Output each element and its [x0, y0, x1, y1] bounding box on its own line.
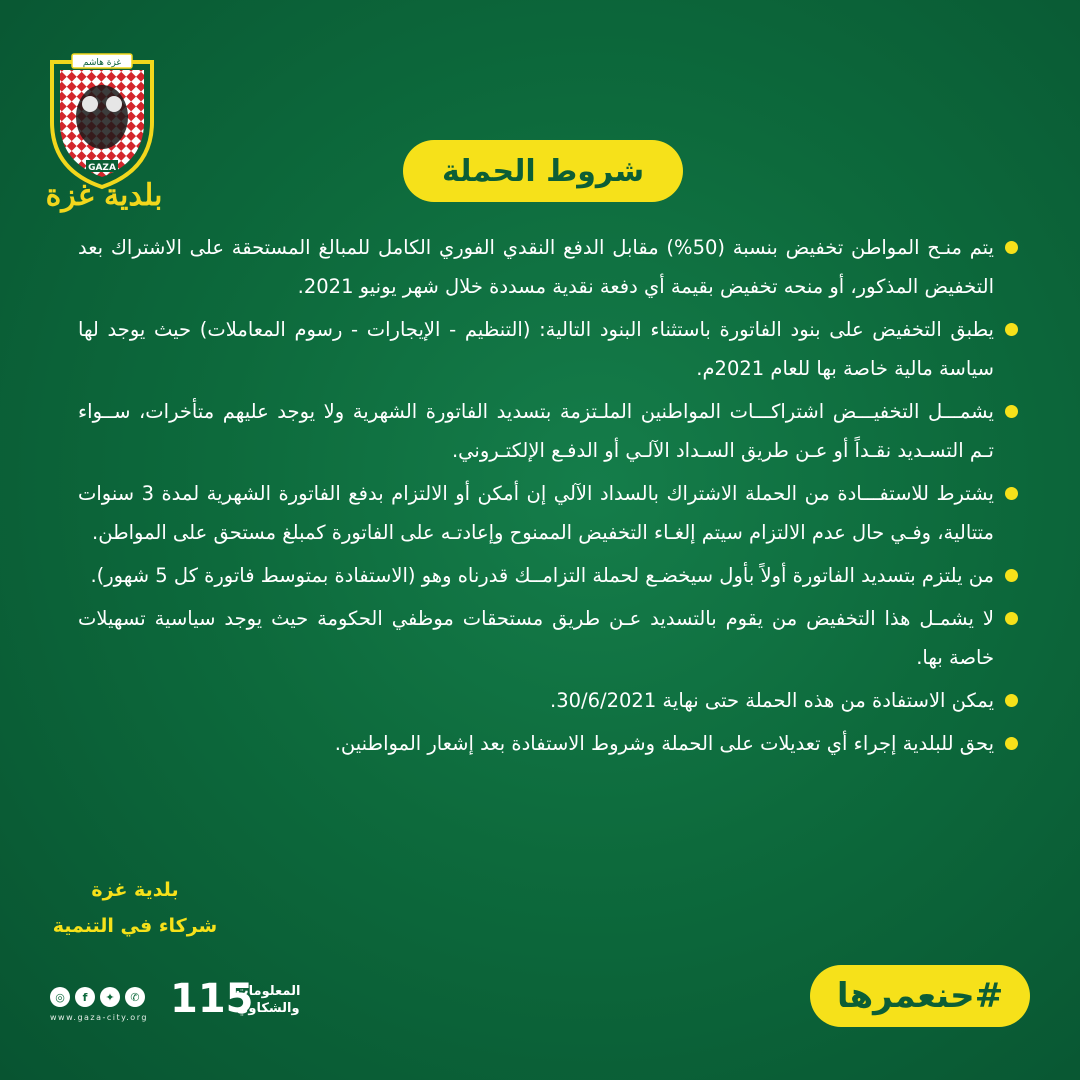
svg-text:غزة هاشم: غزة هاشم — [82, 58, 122, 68]
hashtag-text: #حنعمرها — [836, 976, 1004, 1016]
slogan-line-1: بلدية غزة — [91, 879, 179, 901]
svg-text:GAZA: GAZA — [88, 163, 116, 173]
logo-script-text: بلدية غزة — [45, 178, 163, 213]
contact-bar — [50, 976, 310, 1030]
instagram-icon[interactable]: ◎ — [50, 987, 70, 1007]
term-text: يتم منـح المواطن تخفيض بنسبة (50%) مقابل الدفع النقدي الفوري الكامل للمبالغ المستحقة على الاشتراك بعد التخفيض المذكور، أو منحه تخفيض بقيمة أي دفعة نقدية مسددة خلال شهر يونيو 2021. — [78, 236, 994, 298]
term-text: من يلتزم بتسديد الفاتورة أولاً بأول سيخضـع لحملة التزامــك قدرناه وهو (الاستفادة بمتوسط فاتورة كل 5 شهور). — [90, 564, 994, 587]
term-item — [78, 599, 1018, 677]
term-item — [78, 474, 1018, 552]
term-item — [78, 724, 1018, 763]
social-icons — [50, 987, 145, 1007]
bullet-icon — [1005, 694, 1018, 707]
facebook-icon[interactable]: f — [75, 987, 95, 1007]
whatsapp-icon[interactable]: ✆ — [125, 987, 145, 1007]
term-text: يشمـــل التخفيـــض اشتراكـــات المواطنين الملـتزمة بتسديد الفاتورة الشهرية ولا يوجد عليهم متأخرات، ســواء تـم التسـديد نقـداً أو عـن طريق السـداد الآلـي أو الدفـع الإلكتـروني. — [78, 400, 994, 462]
page-title: شروط الحملة — [441, 153, 645, 189]
term-text: يمكن الاستفادة من هذه الحملة حتى نهاية 30/6/2021. — [550, 689, 994, 712]
slogan-line-2: شركاء في التنمية — [52, 915, 218, 937]
term-item — [78, 392, 1018, 470]
title-badge — [403, 140, 683, 202]
term-item — [78, 556, 1018, 595]
bullet-icon — [1005, 569, 1018, 582]
term-text: يحق للبلدية إجراء أي تعديلات على الحملة وشروط الاستفادة بعد إشعار المواطنين. — [334, 732, 994, 755]
term-text: يطبق التخفيض على بنود الفاتورة باستثناء البنود التالية: (التنظيم - الإيجارات - رسوم المعاملات) حيث يوجد لها سياسة مالية خاصة بها للعام 2021م. — [78, 318, 994, 380]
term-item — [78, 310, 1018, 388]
bullet-icon — [1005, 241, 1018, 254]
hotline-number: 115 — [170, 976, 254, 1022]
bullet-icon — [1005, 487, 1018, 500]
website-link[interactable]: www.gaza-city.org — [50, 1013, 148, 1022]
hashtag-badge — [810, 965, 1030, 1027]
hotline-label-line-2: والشكاوي — [236, 1001, 300, 1016]
crest-icon — [42, 52, 162, 192]
slogan — [40, 872, 230, 944]
bullet-icon — [1005, 612, 1018, 625]
twitter-icon[interactable]: ✦ — [100, 987, 120, 1007]
bullet-icon — [1005, 737, 1018, 750]
term-text: لا يشمـل هذا التخفيض من يقوم بالتسديد عـن طريق مستحقات موظفي الحكومة حيث يوجد سياسية تسهيلات خاصة بها. — [78, 607, 994, 669]
term-item — [78, 228, 1018, 306]
hotline-label — [233, 983, 303, 1017]
terms-list — [78, 228, 1018, 767]
term-item — [78, 681, 1018, 720]
bullet-icon — [1005, 405, 1018, 418]
bullet-icon — [1005, 323, 1018, 336]
hotline-label-line-1: المعلومات — [235, 984, 301, 999]
term-text: يشترط للاستفـــادة من الحملة الاشتراك بالسداد الآلي إن أمكن أو الالتزام بدفع الفاتورة الشهرية لمدة 3 سنوات متتالية، وفـي حال عدم الالتزام سيتم إلغـاء التخفيض الممنوح وإعادتـه على الفاتورة كمبلغ مستحق على المواطن. — [78, 482, 994, 544]
